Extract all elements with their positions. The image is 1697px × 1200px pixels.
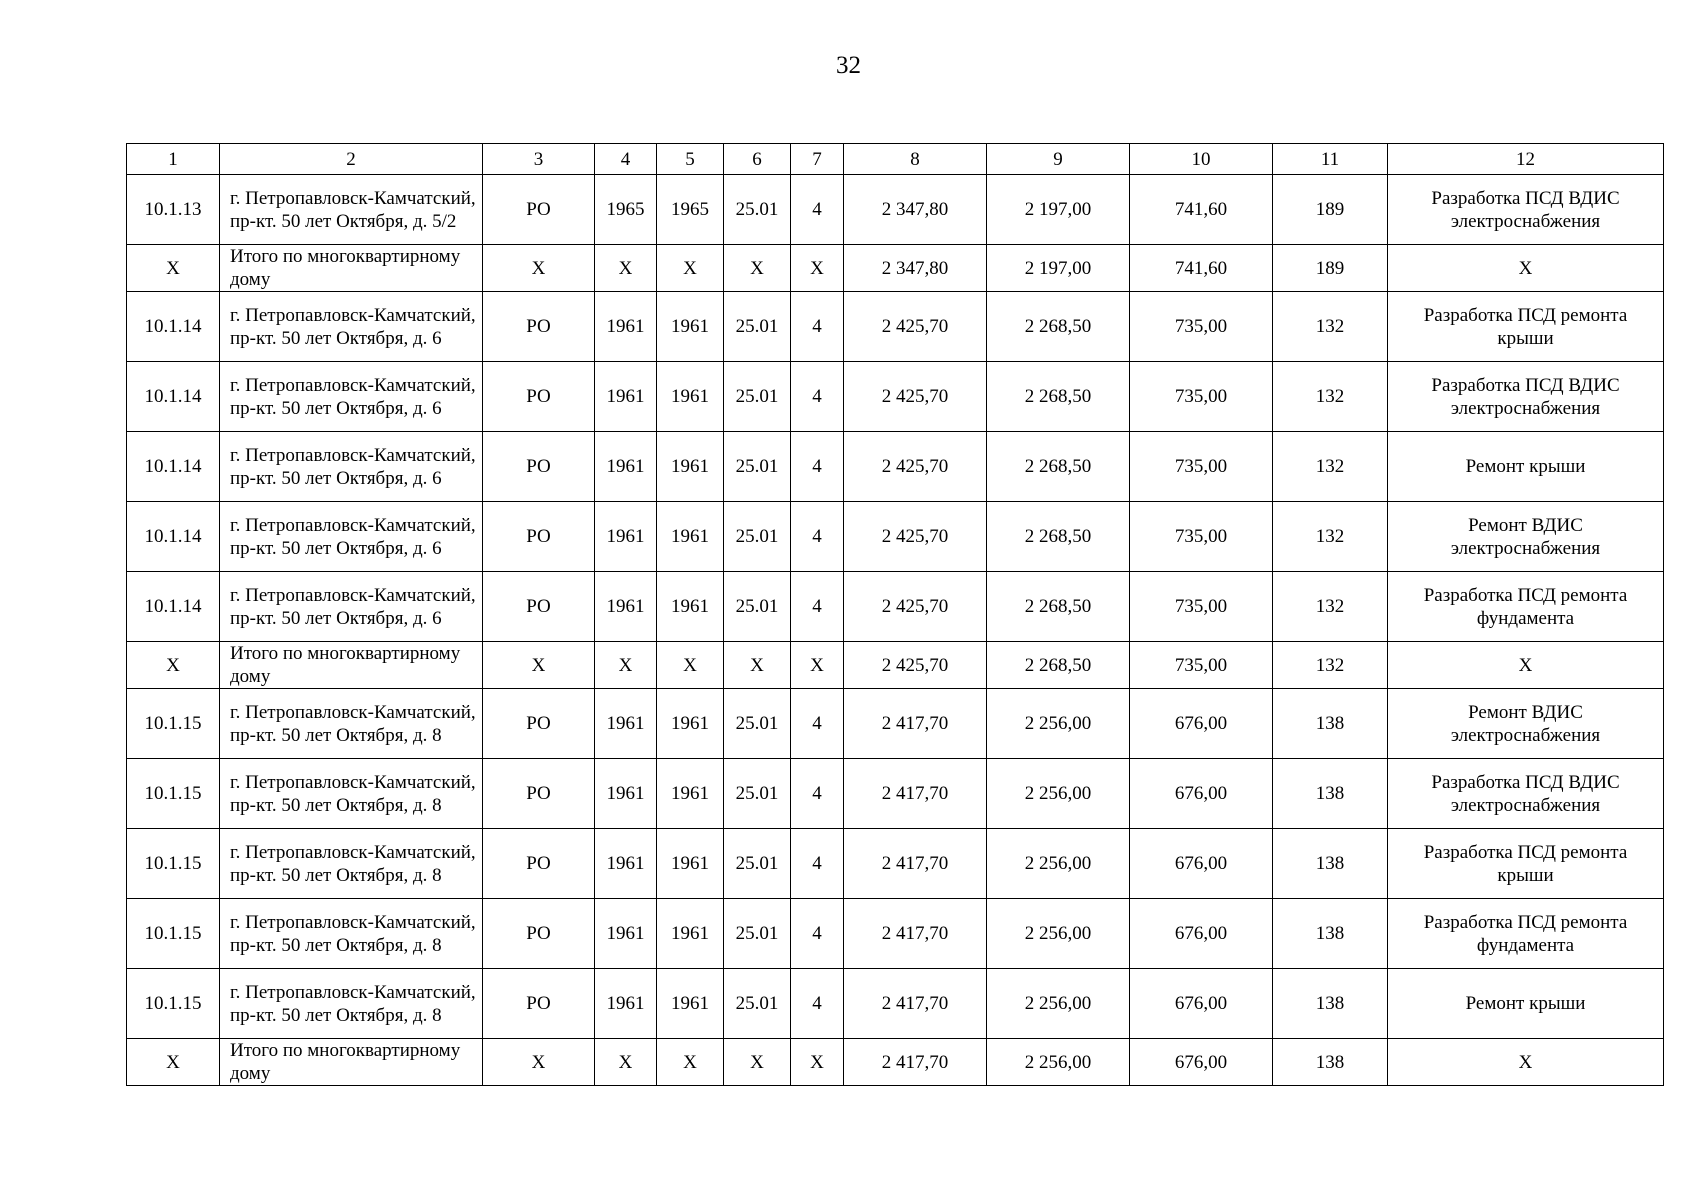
- residents-cell: 138: [1273, 899, 1388, 969]
- work-type-cell: Разработка ПСД ремонта фундамента: [1388, 572, 1664, 642]
- living-area-cell: 2 256,00: [987, 1039, 1130, 1086]
- column-header-5: 5: [657, 144, 724, 175]
- build-year-cell: 1961: [595, 292, 657, 362]
- work-type-cell: Разработка ПСД ВДИС электроснабжения: [1388, 175, 1664, 245]
- nonliving-area-cell: 735,00: [1130, 502, 1273, 572]
- work-type-cell: Ремонт ВДИС электроснабжения: [1388, 689, 1664, 759]
- item-number-cell: 10.1.13: [127, 175, 220, 245]
- wall-material-cell: X: [724, 642, 791, 689]
- residents-cell: 189: [1273, 175, 1388, 245]
- ownership-cell: РО: [483, 432, 595, 502]
- table-row: [127, 432, 1664, 502]
- living-area-cell: 2 256,00: [987, 969, 1130, 1039]
- nonliving-area-cell: 676,00: [1130, 829, 1273, 899]
- total-row: [127, 245, 1664, 292]
- build-year-cell: 1961: [595, 689, 657, 759]
- floors-cell: 4: [791, 689, 844, 759]
- nonliving-area-cell: 735,00: [1130, 432, 1273, 502]
- wall-material-cell: 25.01: [724, 829, 791, 899]
- floors-cell: 4: [791, 175, 844, 245]
- build-year-cell: 1961: [595, 502, 657, 572]
- ownership-cell: РО: [483, 759, 595, 829]
- table-header: [127, 144, 1664, 175]
- commission-year-cell: 1961: [657, 502, 724, 572]
- table-row: [127, 175, 1664, 245]
- table-row: [127, 969, 1664, 1039]
- total-area-cell: 2 417,70: [844, 969, 987, 1039]
- floors-cell: X: [791, 245, 844, 292]
- total-area-cell: 2 425,70: [844, 502, 987, 572]
- total-area-cell: 2 417,70: [844, 689, 987, 759]
- commission-year-cell: 1961: [657, 572, 724, 642]
- ownership-cell: РО: [483, 362, 595, 432]
- work-type-cell: X: [1388, 1039, 1664, 1086]
- ownership-cell: РО: [483, 175, 595, 245]
- column-header-8: 8: [844, 144, 987, 175]
- table-row: [127, 689, 1664, 759]
- living-area-cell: 2 197,00: [987, 175, 1130, 245]
- total-area-cell: 2 417,70: [844, 1039, 987, 1086]
- build-year-cell: 1961: [595, 362, 657, 432]
- item-number-cell: 10.1.15: [127, 969, 220, 1039]
- wall-material-cell: 25.01: [724, 502, 791, 572]
- ownership-cell: РО: [483, 689, 595, 759]
- build-year-cell: 1961: [595, 829, 657, 899]
- living-area-cell: 2 256,00: [987, 759, 1130, 829]
- total-area-cell: 2 347,80: [844, 175, 987, 245]
- address-cell: Итого по многоквартирному дому: [220, 642, 483, 689]
- nonliving-area-cell: 735,00: [1130, 572, 1273, 642]
- commission-year-cell: 1965: [657, 175, 724, 245]
- residents-cell: 138: [1273, 829, 1388, 899]
- item-number-cell: 10.1.14: [127, 572, 220, 642]
- nonliving-area-cell: 676,00: [1130, 969, 1273, 1039]
- residents-cell: 132: [1273, 572, 1388, 642]
- address-cell: г. Петропавловск-Камчатский, пр-кт. 50 лет Октября, д. 8: [220, 899, 483, 969]
- wall-material-cell: 25.01: [724, 969, 791, 1039]
- address-cell: Итого по многоквартирному дому: [220, 245, 483, 292]
- address-cell: г. Петропавловск-Камчатский, пр-кт. 50 лет Октября, д. 6: [220, 362, 483, 432]
- ownership-cell: X: [483, 642, 595, 689]
- table-row: [127, 502, 1664, 572]
- commission-year-cell: 1961: [657, 899, 724, 969]
- commission-year-cell: X: [657, 642, 724, 689]
- nonliving-area-cell: 676,00: [1130, 689, 1273, 759]
- work-type-cell: Ремонт крыши: [1388, 432, 1664, 502]
- nonliving-area-cell: 735,00: [1130, 642, 1273, 689]
- commission-year-cell: 1961: [657, 689, 724, 759]
- total-row: [127, 1039, 1664, 1086]
- work-type-cell: Ремонт крыши: [1388, 969, 1664, 1039]
- wall-material-cell: 25.01: [724, 572, 791, 642]
- total-area-cell: 2 417,70: [844, 899, 987, 969]
- nonliving-area-cell: 741,60: [1130, 175, 1273, 245]
- wall-material-cell: 25.01: [724, 292, 791, 362]
- residents-cell: 132: [1273, 432, 1388, 502]
- commission-year-cell: 1961: [657, 829, 724, 899]
- commission-year-cell: 1961: [657, 432, 724, 502]
- nonliving-area-cell: 735,00: [1130, 292, 1273, 362]
- floors-cell: 4: [791, 969, 844, 1039]
- ownership-cell: РО: [483, 502, 595, 572]
- ownership-cell: РО: [483, 969, 595, 1039]
- wall-material-cell: X: [724, 245, 791, 292]
- ownership-cell: X: [483, 245, 595, 292]
- commission-year-cell: 1961: [657, 969, 724, 1039]
- item-number-cell: 10.1.14: [127, 292, 220, 362]
- living-area-cell: 2 256,00: [987, 899, 1130, 969]
- floors-cell: 4: [791, 572, 844, 642]
- wall-material-cell: 25.01: [724, 175, 791, 245]
- total-area-cell: 2 347,80: [844, 245, 987, 292]
- nonliving-area-cell: 676,00: [1130, 1039, 1273, 1086]
- living-area-cell: 2 268,50: [987, 432, 1130, 502]
- item-number-cell: 10.1.15: [127, 689, 220, 759]
- column-header-11: 11: [1273, 144, 1388, 175]
- residents-cell: 138: [1273, 1039, 1388, 1086]
- address-cell: г. Петропавловск-Камчатский, пр-кт. 50 лет Октября, д. 8: [220, 829, 483, 899]
- table-row: [127, 292, 1664, 362]
- page-number: 32: [836, 52, 861, 79]
- residents-cell: 132: [1273, 292, 1388, 362]
- residents-cell: 132: [1273, 362, 1388, 432]
- ownership-cell: РО: [483, 292, 595, 362]
- column-header-1: 1: [127, 144, 220, 175]
- item-number-cell: X: [127, 642, 220, 689]
- residents-cell: 189: [1273, 245, 1388, 292]
- build-year-cell: X: [595, 642, 657, 689]
- ownership-cell: РО: [483, 899, 595, 969]
- item-number-cell: 10.1.14: [127, 362, 220, 432]
- floors-cell: 4: [791, 829, 844, 899]
- living-area-cell: 2 256,00: [987, 689, 1130, 759]
- floors-cell: 4: [791, 899, 844, 969]
- living-area-cell: 2 197,00: [987, 245, 1130, 292]
- nonliving-area-cell: 676,00: [1130, 899, 1273, 969]
- ownership-cell: РО: [483, 572, 595, 642]
- total-area-cell: 2 417,70: [844, 829, 987, 899]
- wall-material-cell: 25.01: [724, 899, 791, 969]
- column-header-3: 3: [483, 144, 595, 175]
- work-type-cell: Разработка ПСД ремонта крыши: [1388, 829, 1664, 899]
- floors-cell: X: [791, 642, 844, 689]
- work-type-cell: Разработка ПСД ВДИС электроснабжения: [1388, 759, 1664, 829]
- residents-cell: 138: [1273, 969, 1388, 1039]
- column-header-10: 10: [1130, 144, 1273, 175]
- table-row: [127, 899, 1664, 969]
- living-area-cell: 2 268,50: [987, 292, 1130, 362]
- living-area-cell: 2 268,50: [987, 362, 1130, 432]
- residents-cell: 132: [1273, 502, 1388, 572]
- nonliving-area-cell: 741,60: [1130, 245, 1273, 292]
- commission-year-cell: 1961: [657, 362, 724, 432]
- table-row: [127, 362, 1664, 432]
- nonliving-area-cell: 676,00: [1130, 759, 1273, 829]
- work-type-cell: Ремонт ВДИС электроснабжения: [1388, 502, 1664, 572]
- build-year-cell: X: [595, 1039, 657, 1086]
- work-type-cell: Разработка ПСД ремонта крыши: [1388, 292, 1664, 362]
- address-cell: г. Петропавловск-Камчатский, пр-кт. 50 лет Октября, д. 8: [220, 969, 483, 1039]
- wall-material-cell: X: [724, 1039, 791, 1086]
- column-header-9: 9: [987, 144, 1130, 175]
- floors-cell: 4: [791, 362, 844, 432]
- floors-cell: 4: [791, 432, 844, 502]
- residents-cell: 132: [1273, 642, 1388, 689]
- total-row: [127, 642, 1664, 689]
- floors-cell: X: [791, 1039, 844, 1086]
- floors-cell: 4: [791, 502, 844, 572]
- address-cell: г. Петропавловск-Камчатский, пр-кт. 50 лет Октября, д. 8: [220, 759, 483, 829]
- item-number-cell: 10.1.15: [127, 759, 220, 829]
- floors-cell: 4: [791, 292, 844, 362]
- total-area-cell: 2 425,70: [844, 572, 987, 642]
- table-row: [127, 572, 1664, 642]
- wall-material-cell: 25.01: [724, 689, 791, 759]
- item-number-cell: 10.1.14: [127, 432, 220, 502]
- table-body: [127, 175, 1664, 1086]
- address-cell: Итого по многоквартирному дому: [220, 1039, 483, 1086]
- wall-material-cell: 25.01: [724, 362, 791, 432]
- work-type-cell: Разработка ПСД ВДИС электроснабжения: [1388, 362, 1664, 432]
- address-cell: г. Петропавловск-Камчатский, пр-кт. 50 лет Октября, д. 6: [220, 432, 483, 502]
- item-number-cell: 10.1.15: [127, 829, 220, 899]
- residents-cell: 138: [1273, 689, 1388, 759]
- total-area-cell: 2 425,70: [844, 642, 987, 689]
- total-area-cell: 2 425,70: [844, 292, 987, 362]
- residents-cell: 138: [1273, 759, 1388, 829]
- floors-cell: 4: [791, 759, 844, 829]
- commission-year-cell: 1961: [657, 292, 724, 362]
- total-area-cell: 2 425,70: [844, 432, 987, 502]
- table-row: [127, 759, 1664, 829]
- housing-register-table: [126, 143, 1664, 1086]
- build-year-cell: 1961: [595, 572, 657, 642]
- ownership-cell: РО: [483, 829, 595, 899]
- build-year-cell: 1965: [595, 175, 657, 245]
- address-cell: г. Петропавловск-Камчатский, пр-кт. 50 лет Октября, д. 6: [220, 572, 483, 642]
- address-cell: г. Петропавловск-Камчатский, пр-кт. 50 лет Октября, д. 6: [220, 502, 483, 572]
- address-cell: г. Петропавловск-Камчатский, пр-кт. 50 лет Октября, д. 5/2: [220, 175, 483, 245]
- work-type-cell: Разработка ПСД ремонта фундамента: [1388, 899, 1664, 969]
- column-header-4: 4: [595, 144, 657, 175]
- commission-year-cell: X: [657, 1039, 724, 1086]
- commission-year-cell: 1961: [657, 759, 724, 829]
- living-area-cell: 2 268,50: [987, 502, 1130, 572]
- work-type-cell: X: [1388, 642, 1664, 689]
- table-row: [127, 829, 1664, 899]
- nonliving-area-cell: 735,00: [1130, 362, 1273, 432]
- item-number-cell: 10.1.14: [127, 502, 220, 572]
- work-type-cell: X: [1388, 245, 1664, 292]
- total-area-cell: 2 425,70: [844, 362, 987, 432]
- living-area-cell: 2 268,50: [987, 642, 1130, 689]
- build-year-cell: 1961: [595, 759, 657, 829]
- build-year-cell: X: [595, 245, 657, 292]
- wall-material-cell: 25.01: [724, 759, 791, 829]
- build-year-cell: 1961: [595, 899, 657, 969]
- commission-year-cell: X: [657, 245, 724, 292]
- item-number-cell: 10.1.15: [127, 899, 220, 969]
- living-area-cell: 2 268,50: [987, 572, 1130, 642]
- item-number-cell: X: [127, 1039, 220, 1086]
- wall-material-cell: 25.01: [724, 432, 791, 502]
- build-year-cell: 1961: [595, 432, 657, 502]
- living-area-cell: 2 256,00: [987, 829, 1130, 899]
- column-header-6: 6: [724, 144, 791, 175]
- address-cell: г. Петропавловск-Камчатский, пр-кт. 50 лет Октября, д. 6: [220, 292, 483, 362]
- column-header-12: 12: [1388, 144, 1664, 175]
- total-area-cell: 2 417,70: [844, 759, 987, 829]
- ownership-cell: X: [483, 1039, 595, 1086]
- build-year-cell: 1961: [595, 969, 657, 1039]
- column-header-7: 7: [791, 144, 844, 175]
- item-number-cell: X: [127, 245, 220, 292]
- column-header-2: 2: [220, 144, 483, 175]
- address-cell: г. Петропавловск-Камчатский, пр-кт. 50 лет Октября, д. 8: [220, 689, 483, 759]
- column-number-row: [127, 144, 1664, 175]
